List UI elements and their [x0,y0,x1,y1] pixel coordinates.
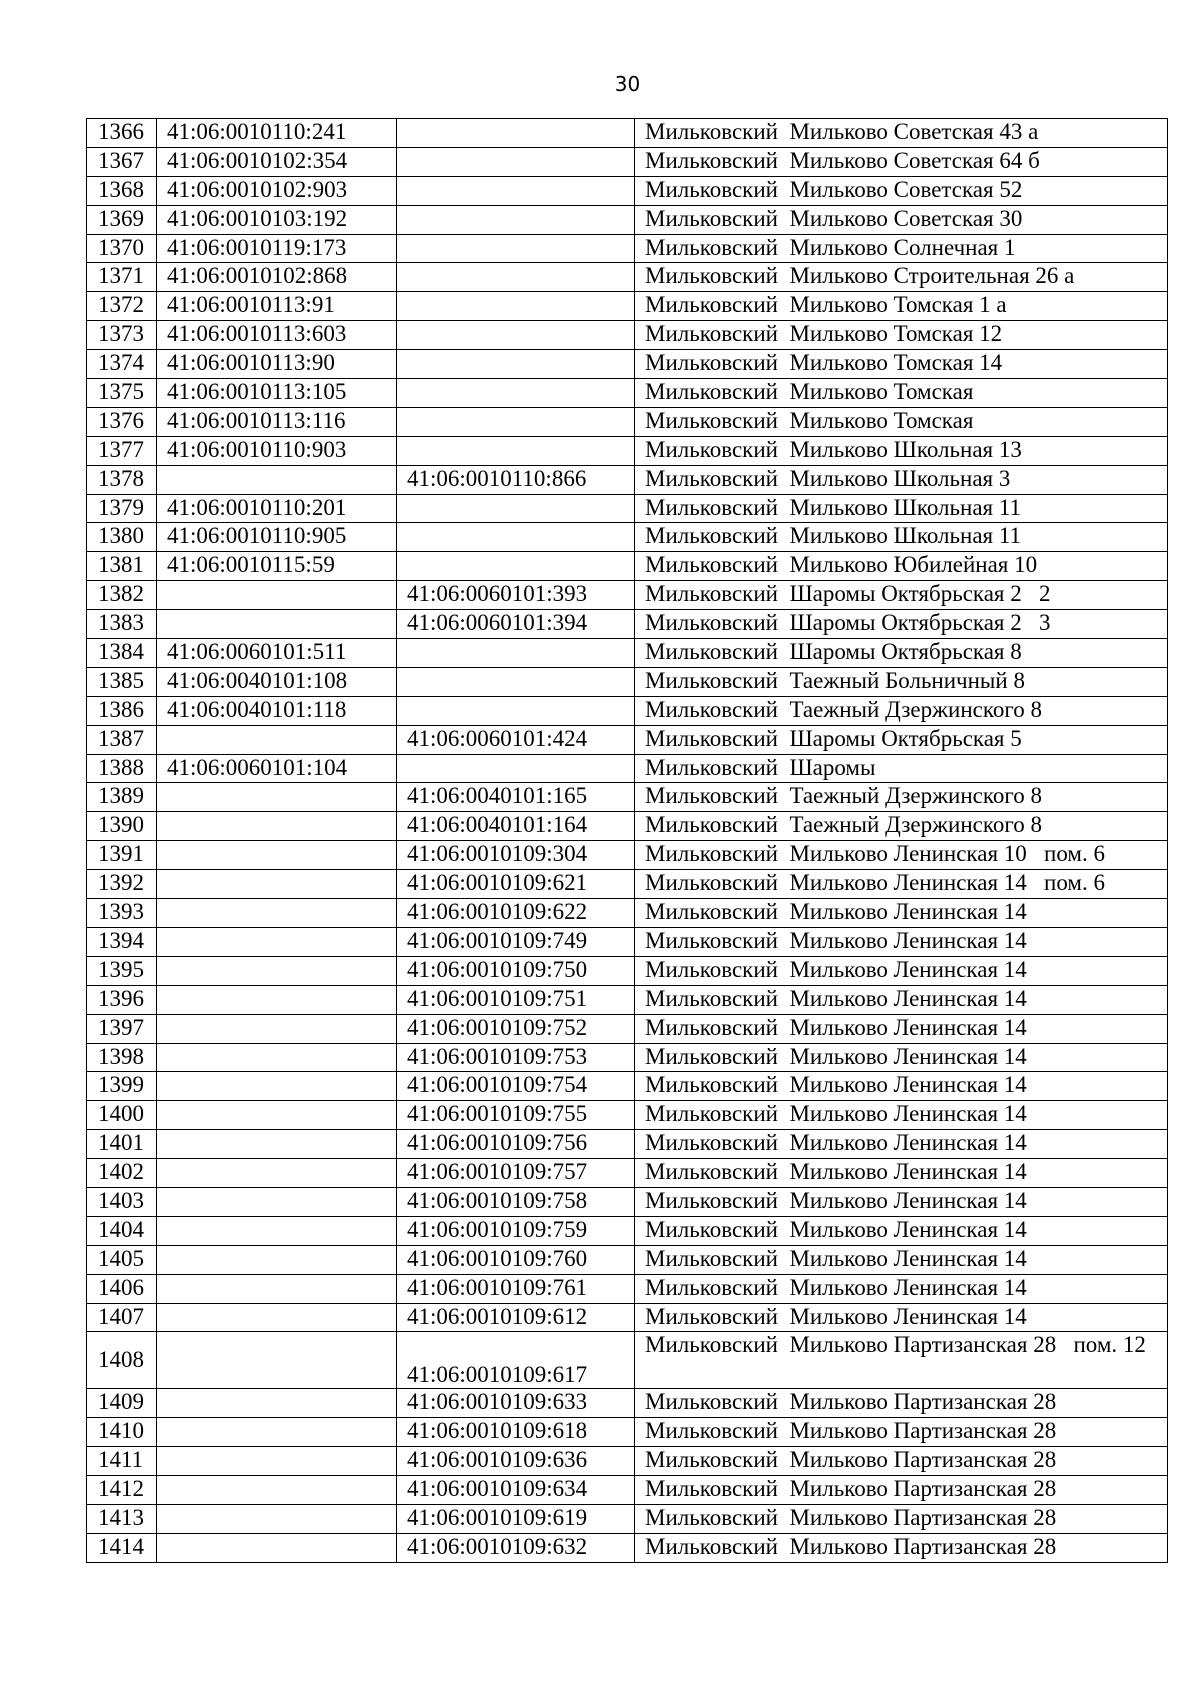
cadastral-number-cell [157,581,397,610]
address-cell: Мильковский Таежный Дзержинского 8 [635,812,1168,841]
table-row [87,176,1168,205]
cadastral-number-cell: 41:06:0010113:116 [157,407,397,436]
cadastral-number-alt-cell [397,436,635,465]
address-cell: Мильковский Мильково Томская [635,407,1168,436]
address-cell: Мильковский Шаромы Октябрьская 2 2 [635,581,1168,610]
cadastral-number-alt-cell [397,350,635,379]
cadastral-number-alt-cell: 41:06:0010109:752 [397,1014,635,1043]
cadastral-number-cell [157,465,397,494]
table-row [87,494,1168,523]
cadastral-number-alt-cell: 41:06:0040101:164 [397,812,635,841]
address-cell: Мильковский Таежный Дзержинского 8 [635,783,1168,812]
table-row [87,379,1168,408]
row-number-cell: 1405 [87,1245,157,1274]
address-cell: Мильковский Мильково Партизанская 28 [635,1476,1168,1505]
row-number-cell: 1407 [87,1303,157,1332]
cadastral-number-cell [157,1245,397,1274]
cadastral-number-cell: 41:06:0010110:905 [157,523,397,552]
row-number-cell: 1385 [87,667,157,696]
row-number-cell: 1370 [87,234,157,263]
row-number-cell: 1414 [87,1533,157,1562]
table-row [87,1014,1168,1043]
row-number-cell: 1402 [87,1159,157,1188]
cadastral-number-cell [157,956,397,985]
table-row [87,350,1168,379]
row-number-cell: 1380 [87,523,157,552]
cadastral-number-alt-cell: 41:06:0060101:393 [397,581,635,610]
cadastral-number-cell: 41:06:0010119:173 [157,234,397,263]
address-cell: Мильковский Мильково Томская 12 [635,321,1168,350]
row-number-cell: 1387 [87,725,157,754]
address-cell: Мильковский Мильково Советская 30 [635,205,1168,234]
table-row [87,1447,1168,1476]
table-row [87,1216,1168,1245]
cadastral-number-alt-cell [397,667,635,696]
table-row [87,1476,1168,1505]
table-row [87,407,1168,436]
address-cell: Мильковский Мильково Ленинская 14 [635,1303,1168,1332]
cadastral-number-alt-cell [397,407,635,436]
row-number-cell: 1382 [87,581,157,610]
address-cell: Мильковский Мильково Строительная 26 а [635,263,1168,292]
row-number-cell: 1379 [87,494,157,523]
cadastral-number-cell [157,1476,397,1505]
row-number-cell: 1404 [87,1216,157,1245]
address-cell: Мильковский Мильково Партизанская 28 [635,1504,1168,1533]
table-row [87,1101,1168,1130]
row-number-cell: 1408 [87,1332,157,1389]
address-cell: Мильковский Мильково Ленинская 14 [635,1187,1168,1216]
row-number-cell: 1375 [87,379,157,408]
address-cell: Мильковский Мильково Томская [635,379,1168,408]
table-row [87,581,1168,610]
row-number-cell: 1386 [87,696,157,725]
row-number-cell: 1401 [87,1130,157,1159]
cadastral-number-cell [157,1130,397,1159]
cadastral-number-alt-cell [397,147,635,176]
row-number-cell: 1388 [87,754,157,783]
cadastral-number-cell [157,1303,397,1332]
row-number-cell: 1391 [87,841,157,870]
cadastral-number-cell [157,870,397,899]
cadastral-number-alt-cell: 41:06:0010109:760 [397,1245,635,1274]
cadastral-number-cell [157,1389,397,1418]
table-row [87,783,1168,812]
cadastral-number-cell [157,1014,397,1043]
cadastral-number-cell: 41:06:0010113:603 [157,321,397,350]
row-number-cell: 1392 [87,870,157,899]
address-cell: Мильковский Мильково Томская 14 [635,350,1168,379]
cadastral-number-cell [157,1332,397,1389]
table-row [87,639,1168,668]
table-row [87,1274,1168,1303]
cadastral-number-cell [157,841,397,870]
table-row [87,1072,1168,1101]
row-number-cell: 1376 [87,407,157,436]
cadastral-number-cell: 41:06:0010102:903 [157,176,397,205]
address-cell: Мильковский Мильково Ленинская 14 [635,1130,1168,1159]
registry-table [86,118,1168,1563]
row-number-cell: 1397 [87,1014,157,1043]
cadastral-number-cell: 41:06:0010115:59 [157,552,397,581]
row-number-cell: 1398 [87,1043,157,1072]
address-cell: Мильковский Мильково Ленинская 14 [635,927,1168,956]
cadastral-number-cell [157,1043,397,1072]
cadastral-number-alt-cell: 41:06:0010109:636 [397,1447,635,1476]
cadastral-number-cell: 41:06:0060101:511 [157,639,397,668]
cadastral-number-cell [157,783,397,812]
cadastral-number-alt-cell: 41:06:0060101:424 [397,725,635,754]
cadastral-number-alt-cell: 41:06:0010109:749 [397,927,635,956]
table-row [87,1504,1168,1533]
address-cell: Мильковский Мильково Томская 1 а [635,292,1168,321]
cadastral-number-alt-cell [397,176,635,205]
address-cell: Мильковский Мильково Ленинская 14 [635,1216,1168,1245]
row-number-cell: 1389 [87,783,157,812]
cadastral-number-alt-cell [397,205,635,234]
cadastral-number-cell [157,1159,397,1188]
cadastral-number-cell [157,927,397,956]
table-row [87,1303,1168,1332]
row-number-cell: 1412 [87,1476,157,1505]
cadastral-number-alt-cell: 41:06:0010109:751 [397,985,635,1014]
table-row [87,321,1168,350]
cadastral-number-alt-cell: 41:06:0010109:304 [397,841,635,870]
table-row [87,1130,1168,1159]
address-cell: Мильковский Мильково Ленинская 14 [635,985,1168,1014]
address-cell: Мильковский Мильково Ленинская 14 пом. 6 [635,870,1168,899]
row-number-cell: 1371 [87,263,157,292]
table-row [87,1533,1168,1562]
address-cell: Мильковский Мильково Ленинская 14 [635,1159,1168,1188]
row-number-cell: 1378 [87,465,157,494]
table-row [87,841,1168,870]
row-number-cell: 1372 [87,292,157,321]
cadastral-number-alt-cell: 41:06:0010109:761 [397,1274,635,1303]
table-row [87,1245,1168,1274]
table-row [87,523,1168,552]
row-number-cell: 1411 [87,1447,157,1476]
cadastral-number-cell [157,1447,397,1476]
cadastral-number-cell: 41:06:0010102:868 [157,263,397,292]
cadastral-number-alt-cell [397,494,635,523]
address-cell: Мильковский Мильково Школьная 11 [635,523,1168,552]
table-row [87,1332,1168,1389]
registry-table-body [87,119,1168,1563]
table-row [87,292,1168,321]
table-row [87,1159,1168,1188]
row-number-cell: 1374 [87,350,157,379]
address-cell: Мильковский Таежный Больничный 8 [635,667,1168,696]
cadastral-number-cell: 41:06:0010113:90 [157,350,397,379]
cadastral-number-alt-cell: 41:06:0010109:633 [397,1389,635,1418]
address-cell: Мильковский Мильково Ленинская 14 [635,899,1168,928]
cadastral-number-alt-cell [397,119,635,148]
row-number-cell: 1395 [87,956,157,985]
address-cell: Мильковский Мильково Советская 64 б [635,147,1168,176]
cadastral-number-cell: 41:06:0040101:118 [157,696,397,725]
table-row [87,927,1168,956]
table-row [87,263,1168,292]
cadastral-number-cell: 41:06:0040101:108 [157,667,397,696]
address-cell: Мильковский Мильково Ленинская 10 пом. 6 [635,841,1168,870]
row-number-cell: 1377 [87,436,157,465]
address-cell: Мильковский Таежный Дзержинского 8 [635,696,1168,725]
row-number-cell: 1394 [87,927,157,956]
row-number-cell: 1390 [87,812,157,841]
table-row [87,610,1168,639]
cadastral-number-alt-cell: 41:06:0010109:754 [397,1072,635,1101]
table-row [87,1389,1168,1418]
cadastral-number-cell [157,1504,397,1533]
cadastral-number-alt-cell: 41:06:0010109:617 [397,1332,635,1389]
cadastral-number-cell [157,1187,397,1216]
cadastral-number-cell: 41:06:0010102:354 [157,147,397,176]
cadastral-number-alt-cell: 41:06:0010109:750 [397,956,635,985]
address-cell: Мильковский Мильково Ленинская 14 [635,956,1168,985]
cadastral-number-alt-cell [397,552,635,581]
row-number-cell: 1413 [87,1504,157,1533]
cadastral-number-cell [157,1072,397,1101]
cadastral-number-cell: 41:06:0010113:91 [157,292,397,321]
table-row [87,812,1168,841]
table-row [87,725,1168,754]
cadastral-number-cell: 41:06:0060101:104 [157,754,397,783]
row-number-cell: 1368 [87,176,157,205]
table-row [87,436,1168,465]
row-number-cell: 1369 [87,205,157,234]
row-number-cell: 1399 [87,1072,157,1101]
cadastral-number-alt-cell: 41:06:0010109:619 [397,1504,635,1533]
address-cell: Мильковский Мильково Школьная 11 [635,494,1168,523]
cadastral-number-cell: 41:06:0010110:903 [157,436,397,465]
address-cell: Мильковский Шаромы Октябрьская 2 3 [635,610,1168,639]
row-number-cell: 1383 [87,610,157,639]
cadastral-number-alt-cell: 41:06:0010109:753 [397,1043,635,1072]
cadastral-number-cell [157,985,397,1014]
cadastral-number-alt-cell [397,321,635,350]
cadastral-number-cell [157,725,397,754]
cadastral-number-alt-cell: 41:06:0010110:866 [397,465,635,494]
page-number: 30 [614,72,641,96]
cadastral-number-cell [157,1101,397,1130]
address-cell: Мильковский Мильково Школьная 13 [635,436,1168,465]
address-cell: Мильковский Мильково Ленинская 14 [635,1274,1168,1303]
cadastral-number-alt-cell: 41:06:0010109:612 [397,1303,635,1332]
cadastral-number-alt-cell: 41:06:0010109:755 [397,1101,635,1130]
table-row [87,147,1168,176]
cadastral-number-cell: 41:06:0010103:192 [157,205,397,234]
cadastral-number-cell [157,1216,397,1245]
row-number-cell: 1381 [87,552,157,581]
table-row [87,465,1168,494]
address-cell: Мильковский Шаромы [635,754,1168,783]
table-row [87,119,1168,148]
cadastral-number-alt-cell: 41:06:0010109:759 [397,1216,635,1245]
address-cell: Мильковский Мильково Школьная 3 [635,465,1168,494]
row-number-cell: 1396 [87,985,157,1014]
address-cell: Мильковский Шаромы Октябрьская 8 [635,639,1168,668]
cadastral-number-alt-cell: 41:06:0010109:757 [397,1159,635,1188]
row-number-cell: 1400 [87,1101,157,1130]
cadastral-number-alt-cell [397,696,635,725]
cadastral-number-alt-cell: 41:06:0010109:622 [397,899,635,928]
address-cell: Мильковский Шаромы Октябрьская 5 [635,725,1168,754]
cadastral-number-alt-cell [397,523,635,552]
row-number-cell: 1410 [87,1418,157,1447]
cadastral-number-cell: 41:06:0010110:241 [157,119,397,148]
table-row [87,754,1168,783]
address-cell: Мильковский Мильково Партизанская 28 [635,1533,1168,1562]
table-row [87,1187,1168,1216]
row-number-cell: 1367 [87,147,157,176]
cadastral-number-alt-cell: 41:06:0010109:621 [397,870,635,899]
address-cell: Мильковский Мильково Ленинская 14 [635,1101,1168,1130]
cadastral-number-alt-cell: 41:06:0010109:756 [397,1130,635,1159]
cadastral-number-alt-cell [397,754,635,783]
cadastral-number-alt-cell: 41:06:0010109:758 [397,1187,635,1216]
table-row [87,1043,1168,1072]
address-cell: Мильковский Мильково Ленинская 14 [635,1245,1168,1274]
table-row [87,1418,1168,1447]
cadastral-number-alt-cell [397,234,635,263]
address-cell: Мильковский Мильково Партизанская 28 [635,1389,1168,1418]
table-row [87,205,1168,234]
cadastral-number-alt-cell: 41:06:0010109:618 [397,1418,635,1447]
row-number-cell: 1406 [87,1274,157,1303]
cadastral-number-alt-cell: 41:06:0060101:394 [397,610,635,639]
address-cell: Мильковский Мильково Советская 43 а [635,119,1168,148]
row-number-cell: 1403 [87,1187,157,1216]
address-cell: Мильковский Мильково Партизанская 28 [635,1418,1168,1447]
table-row [87,696,1168,725]
row-number-cell: 1366 [87,119,157,148]
cadastral-number-cell: 41:06:0010110:201 [157,494,397,523]
cadastral-number-cell [157,1418,397,1447]
address-cell: Мильковский Мильково Солнечная 1 [635,234,1168,263]
cadastral-number-cell [157,1533,397,1562]
table-row [87,234,1168,263]
address-cell: Мильковский Мильково Советская 52 [635,176,1168,205]
cadastral-number-cell [157,899,397,928]
cadastral-number-cell [157,610,397,639]
cadastral-number-cell: 41:06:0010113:105 [157,379,397,408]
row-number-cell: 1373 [87,321,157,350]
address-cell: Мильковский Мильково Ленинская 14 [635,1043,1168,1072]
table-row [87,956,1168,985]
cadastral-number-alt-cell [397,379,635,408]
table-row [87,552,1168,581]
table-row [87,667,1168,696]
cadastral-number-cell [157,1274,397,1303]
address-cell: Мильковский Мильково Ленинская 14 [635,1072,1168,1101]
address-cell: Мильковский Мильково Партизанская 28 пом. 12 [635,1332,1168,1389]
cadastral-number-alt-cell [397,263,635,292]
cadastral-number-alt-cell: 41:06:0010109:634 [397,1476,635,1505]
cadastral-number-alt-cell [397,639,635,668]
cadastral-number-cell [157,812,397,841]
table-row [87,899,1168,928]
address-cell: Мильковский Мильково Партизанская 28 [635,1447,1168,1476]
cadastral-number-alt-cell [397,292,635,321]
address-cell: Мильковский Мильково Юбилейная 10 [635,552,1168,581]
row-number-cell: 1409 [87,1389,157,1418]
address-cell: Мильковский Мильково Ленинская 14 [635,1014,1168,1043]
cadastral-number-alt-cell: 41:06:0010109:632 [397,1533,635,1562]
table-row [87,985,1168,1014]
row-number-cell: 1384 [87,639,157,668]
cadastral-number-alt-cell: 41:06:0040101:165 [397,783,635,812]
table-row [87,870,1168,899]
row-number-cell: 1393 [87,899,157,928]
